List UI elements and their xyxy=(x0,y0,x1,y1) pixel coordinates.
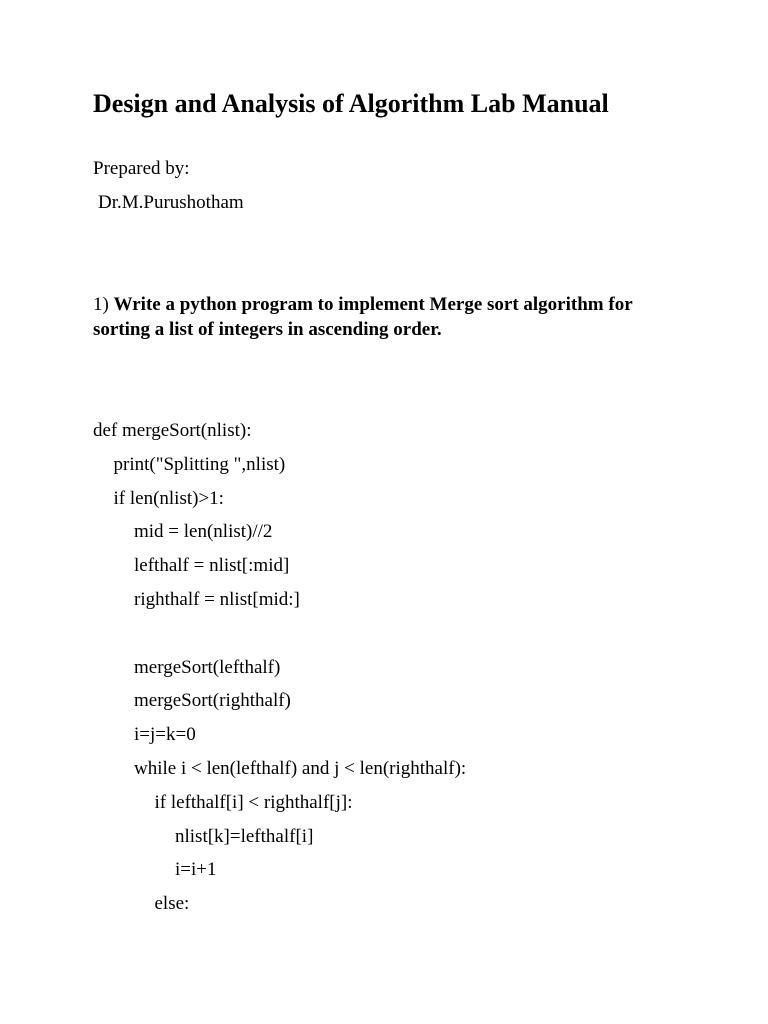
code-line: else: xyxy=(154,893,190,915)
code-line: mergeSort(righthalf) xyxy=(134,690,291,712)
document-title: Design and Analysis of Algorithm Lab Manual xyxy=(93,89,609,118)
code-line: mid = len(nlist)//2 xyxy=(134,521,273,543)
code-line: while i < len(lefthalf) and j < len(righthalf): xyxy=(134,758,467,779)
question-number: 1) xyxy=(93,294,109,315)
code-line: if len(nlist)>1: xyxy=(113,487,224,509)
code-line: mergeSort(lefthalf) xyxy=(134,656,281,678)
code-line: nlist[k]=lefthalf[i] xyxy=(175,825,314,847)
question-1 xyxy=(93,292,693,342)
code-line: if lefthalf[i] < righthalf[j]: xyxy=(154,791,353,813)
code-line: i=i+1 xyxy=(175,859,217,881)
prepared-by-label: Prepared by: xyxy=(93,158,190,179)
code-line: print("Splitting ",nlist) xyxy=(113,453,286,475)
code-line: i=j=k=0 xyxy=(134,724,196,746)
code-line: def mergeSort(nlist): xyxy=(93,420,252,441)
author-name: Dr.M.Purushotham xyxy=(98,192,244,213)
code-line: lefthalf = nlist[:mid] xyxy=(134,555,290,577)
code-line: righthalf = nlist[mid:] xyxy=(134,589,300,610)
question-text: Write a python program to implement Merge sort algorithm for sorting a list of integers in ascending order. xyxy=(93,294,633,340)
